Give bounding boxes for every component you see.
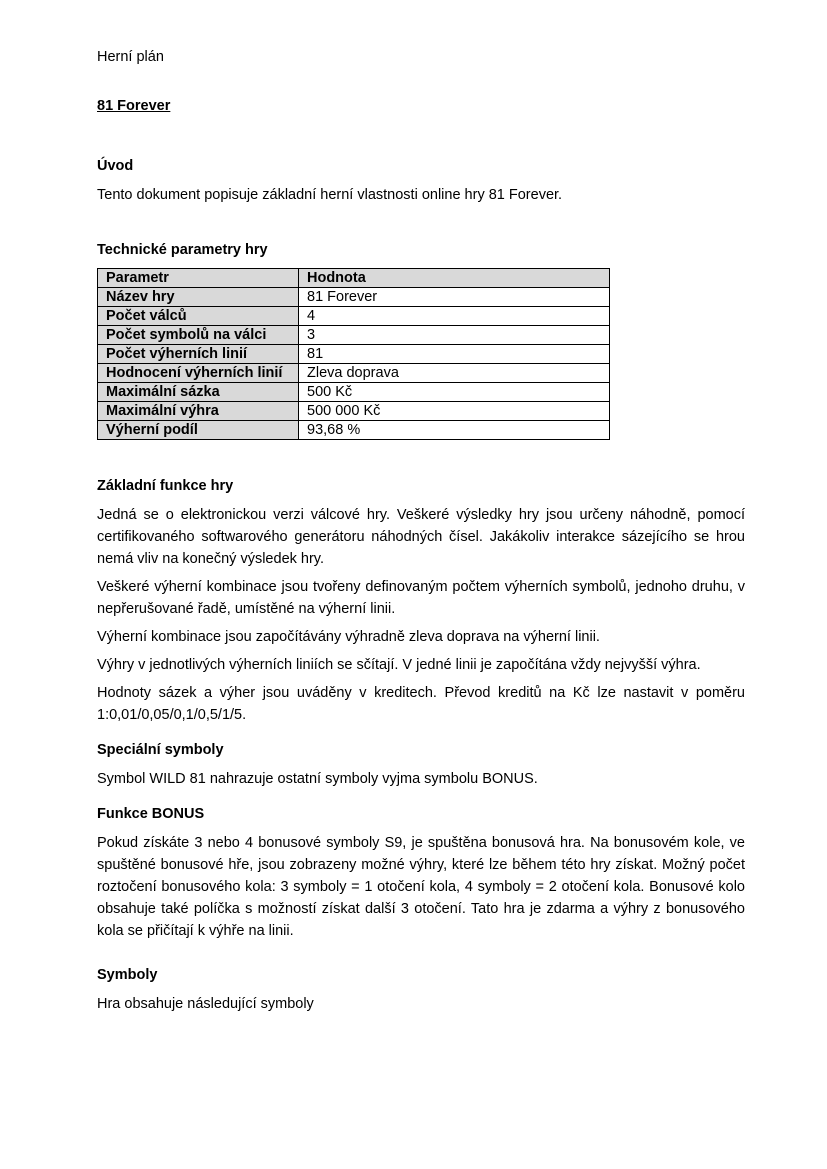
section-heading-specialni-symboly: Speciální symboly — [97, 742, 224, 758]
param-cell: Výherní podíl — [98, 421, 299, 440]
paragraph-zakladni-1: Jedná se o elektronickou verzi válcové hry. Veškeré výsledky hry jsou určeny náhodně, pomocí certifikovaného softwarového generátoru náhodných čísel. Jakákoliv interakce sázejícího se hrou nemá vliv na konečný výsledek hry. — [97, 507, 745, 567]
paragraph-zakladni-3: Výherní kombinace jsou započítávány výhradně zleva doprava na výherní linii. — [97, 629, 600, 645]
section-heading-funkce-bonus: Funkce BONUS — [97, 806, 205, 822]
value-cell: 500 000 Kč — [299, 402, 610, 421]
param-cell: Počet válců — [98, 307, 299, 326]
table-row — [98, 383, 610, 402]
paragraph-zakladni-2: Veškeré výherní kombinace jsou tvořeny definovaným počtem výherních symbolů, jednoho druhu, v nepřerušované řadě, umístěné na výherní linii. — [97, 579, 745, 617]
param-cell: Maximální výhra — [98, 402, 299, 421]
section-heading-uvod: Úvod — [97, 158, 134, 174]
column-header-hodnota: Hodnota — [299, 269, 610, 288]
value-cell: 81 — [299, 345, 610, 364]
param-cell: Hodnocení výherních linií — [98, 364, 299, 383]
table-row — [98, 345, 610, 364]
table-row — [98, 421, 610, 440]
value-cell: 4 — [299, 307, 610, 326]
value-cell: Zleva doprava — [299, 364, 610, 383]
page-header: Herní plán — [97, 49, 164, 65]
value-cell: 500 Kč — [299, 383, 610, 402]
paragraph-uvod: Tento dokument popisuje základní herní vlastnosti online hry 81 Forever. — [97, 187, 563, 203]
section-heading-zakladni-funkce: Základní funkce hry — [97, 478, 234, 494]
param-cell: Název hry — [98, 288, 299, 307]
table-row — [98, 307, 610, 326]
paragraph-symboly: Hra obsahuje následující symboly — [97, 996, 314, 1012]
table-row — [98, 402, 610, 421]
table-row — [98, 288, 610, 307]
param-cell: Počet symbolů na válci — [98, 326, 299, 345]
section-heading-symboly: Symboly — [97, 967, 158, 983]
value-cell: 81 Forever — [299, 288, 610, 307]
spacer — [97, 948, 745, 951]
paragraph-zakladni-4: Výhry v jednotlivých výherních liniích se sčítají. V jedné linii je započítána vždy nejvyšší výhra. — [97, 657, 701, 673]
spacer — [97, 440, 745, 462]
value-cell: 3 — [299, 326, 610, 345]
paragraph-specialni-symboly: Symbol WILD 81 nahrazuje ostatní symboly vyjma symbolu BONUS. — [97, 771, 538, 787]
section-heading-tech-parametry: Technické parametry hry — [97, 242, 268, 258]
param-cell: Maximální sázka — [98, 383, 299, 402]
param-cell: Počet výherních linií — [98, 345, 299, 364]
table-row — [98, 364, 610, 383]
document-title: 81 Forever — [97, 98, 171, 114]
parameters-table — [97, 268, 610, 440]
table-row — [98, 326, 610, 345]
paragraph-funkce-bonus: Pokud získáte 3 nebo 4 bonusové symboly S9, je spuštěna bonusová hra. Na bonusovém kole, ve spuštěné bonusové hře, jsou zobrazeny možné výhry, které lze během této hry získat. Možný počet roztočení bonusového kola: 3 symboly = 1 otočení kola, 4 symboly = 2 otočení kola. Bonusové kolo obsahuje také políčka s možností získat další 3 otočení. Tato hra je zdarma a výhry z bonusového kola se přičítají k výhře na linii. — [97, 835, 745, 939]
paragraph-zakladni-5: Hodnoty sázek a výher jsou uváděny v kreditech. Převod kreditů na Kč lze nastavit v poměru 1:0,01/0,05/0,1/0,5/1/5. — [97, 685, 745, 723]
value-cell: 93,68 % — [299, 421, 610, 440]
spacer — [97, 212, 745, 226]
column-header-parametr: Parametr — [98, 269, 299, 288]
table-header-row — [98, 269, 610, 288]
